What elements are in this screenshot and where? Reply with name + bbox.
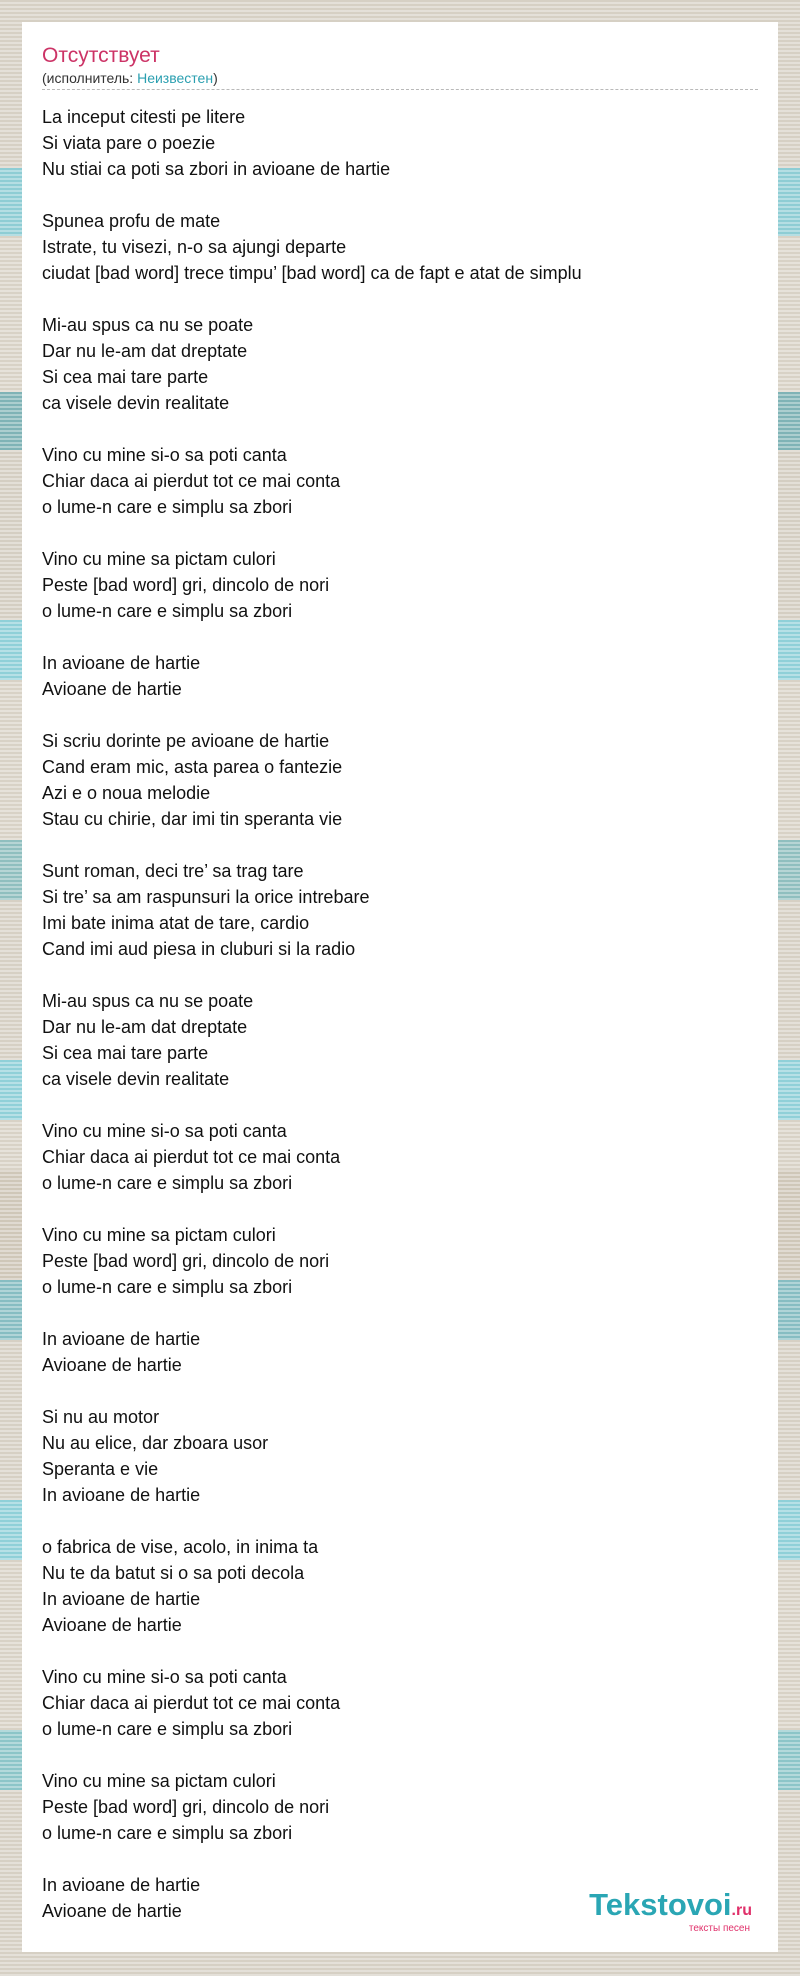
lyric-line: Chiar daca ai pierdut tot ce mai conta	[42, 471, 341, 491]
lyric-line: Istrate, tu visezi, n-o sa ajungi departe	[42, 237, 347, 257]
lyric-line: ca visele devin realitate	[42, 393, 230, 413]
lyric-line: ca visele devin realitate	[42, 1069, 230, 1089]
artist-suffix: )	[213, 70, 218, 86]
stanza	[42, 858, 758, 962]
lyric-line: Peste [bad word] gri, dincolo de nori	[42, 575, 330, 595]
logo-wordmark	[589, 1889, 752, 1927]
stanza	[42, 1768, 758, 1846]
stanza	[42, 1326, 758, 1378]
stanza	[42, 728, 758, 832]
lyric-line: Si cea mai tare parte	[42, 367, 209, 387]
stanza	[42, 208, 758, 286]
lyric-line: Avioane de hartie	[42, 1615, 182, 1635]
stanza	[42, 546, 758, 624]
logo-name: Tekstovoi	[589, 1887, 732, 1922]
lyric-line: In avioane de hartie	[42, 653, 201, 673]
stanza	[42, 1534, 758, 1638]
lyric-line: Chiar daca ai pierdut tot ce mai conta	[42, 1147, 341, 1167]
lyric-line: Vino cu mine sa pictam culori	[42, 1225, 276, 1245]
lyric-line: Dar nu le-am dat dreptate	[42, 1017, 248, 1037]
lyric-line: In avioane de hartie	[42, 1485, 201, 1505]
lyric-line: Speranta e vie	[42, 1459, 159, 1479]
lyric-line: Avioane de hartie	[42, 1355, 182, 1375]
lyric-line: La inceput citesti pe litere	[42, 107, 246, 127]
lyric-line: Vino cu mine si-o sa poti canta	[42, 1121, 287, 1141]
artist-link[interactable]: Неизвестен	[137, 70, 214, 86]
stanza	[42, 312, 758, 416]
lyric-line: Si scriu dorinte pe avioane de hartie	[42, 731, 330, 751]
lyric-line: In avioane de hartie	[42, 1589, 201, 1609]
lyric-line: Imi bate inima atat de tare, cardio	[42, 913, 310, 933]
song-title: Отсутствует	[42, 44, 160, 67]
lyric-line: Nu te da batut si o sa poti decola	[42, 1563, 305, 1583]
stanza	[42, 1404, 758, 1508]
logo-tagline: тексты песен	[688, 1923, 750, 1934]
lyric-line: Peste [bad word] gri, dincolo de nori	[42, 1251, 330, 1271]
stanza	[42, 1664, 758, 1742]
lyric-line: In avioane de hartie	[42, 1875, 201, 1895]
lyric-line: In avioane de hartie	[42, 1329, 201, 1349]
lyric-line: Avioane de hartie	[42, 1901, 182, 1921]
lyric-line: Azi e o noua melodie	[42, 783, 211, 803]
lyric-line: Stau cu chirie, dar imi tin speranta vie	[42, 809, 343, 829]
lyric-line: o lume-n care e simplu sa zbori	[42, 601, 293, 621]
lyric-line: Si nu au motor	[42, 1407, 160, 1427]
lyrics-card	[22, 22, 778, 1952]
lyric-line: Si tre’ sa am raspunsuri la orice intrebare	[42, 887, 370, 907]
lyric-line: Vino cu mine si-o sa poti canta	[42, 1667, 287, 1687]
lyric-line: Vino cu mine sa pictam culori	[42, 549, 276, 569]
stanza	[42, 1222, 758, 1300]
lyric-line: Vino cu mine si-o sa poti canta	[42, 445, 287, 465]
stanza	[42, 650, 758, 702]
artist-prefix: (исполнитель:	[42, 70, 138, 86]
lyric-line: Nu stiai ca poti sa zbori in avioane de hartie	[42, 159, 391, 179]
lyric-line: ciudat [bad word] trece timpu’ [bad word] ca de fapt e atat de simplu	[42, 263, 582, 283]
lyric-line: Si cea mai tare parte	[42, 1043, 209, 1063]
lyric-line: Peste [bad word] gri, dincolo de nori	[42, 1797, 330, 1817]
lyric-line: o lume-n care e simplu sa zbori	[42, 1823, 293, 1843]
lyric-line: Si viata pare o poezie	[42, 133, 216, 153]
lyric-line: Sunt roman, deci tre’ sa trag tare	[42, 861, 304, 881]
lyric-line: o lume-n care e simplu sa zbori	[42, 1719, 293, 1739]
logo-tld: .ru	[731, 1902, 752, 1919]
lyrics-text	[42, 104, 758, 1924]
lyric-line: Avioane de hartie	[42, 679, 182, 699]
lyric-line: o lume-n care e simplu sa zbori	[42, 1173, 293, 1193]
stanza	[42, 988, 758, 1092]
lyric-line: Cand imi aud piesa in cluburi si la radio	[42, 939, 356, 959]
lyric-line: Mi-au spus ca nu se poate	[42, 315, 254, 335]
lyric-line: o lume-n care e simplu sa zbori	[42, 1277, 293, 1297]
lyric-line: Spunea profu de mate	[42, 211, 221, 231]
lyric-line: Mi-au spus ca nu se poate	[42, 991, 254, 1011]
lyric-line: o fabrica de vise, acolo, in inima ta	[42, 1537, 319, 1557]
artist-line	[42, 70, 758, 90]
lyric-line: Vino cu mine sa pictam culori	[42, 1771, 276, 1791]
site-logo[interactable]	[589, 1889, 752, 1934]
lyric-line: Dar nu le-am dat dreptate	[42, 341, 248, 361]
lyric-line: Chiar daca ai pierdut tot ce mai conta	[42, 1693, 341, 1713]
stanza	[42, 442, 758, 520]
stanza	[42, 104, 758, 182]
stanza	[42, 1118, 758, 1196]
lyric-line: Nu au elice, dar zboara usor	[42, 1433, 269, 1453]
lyric-line: o lume-n care e simplu sa zbori	[42, 497, 293, 517]
lyric-line: Cand eram mic, asta parea o fantezie	[42, 757, 343, 777]
